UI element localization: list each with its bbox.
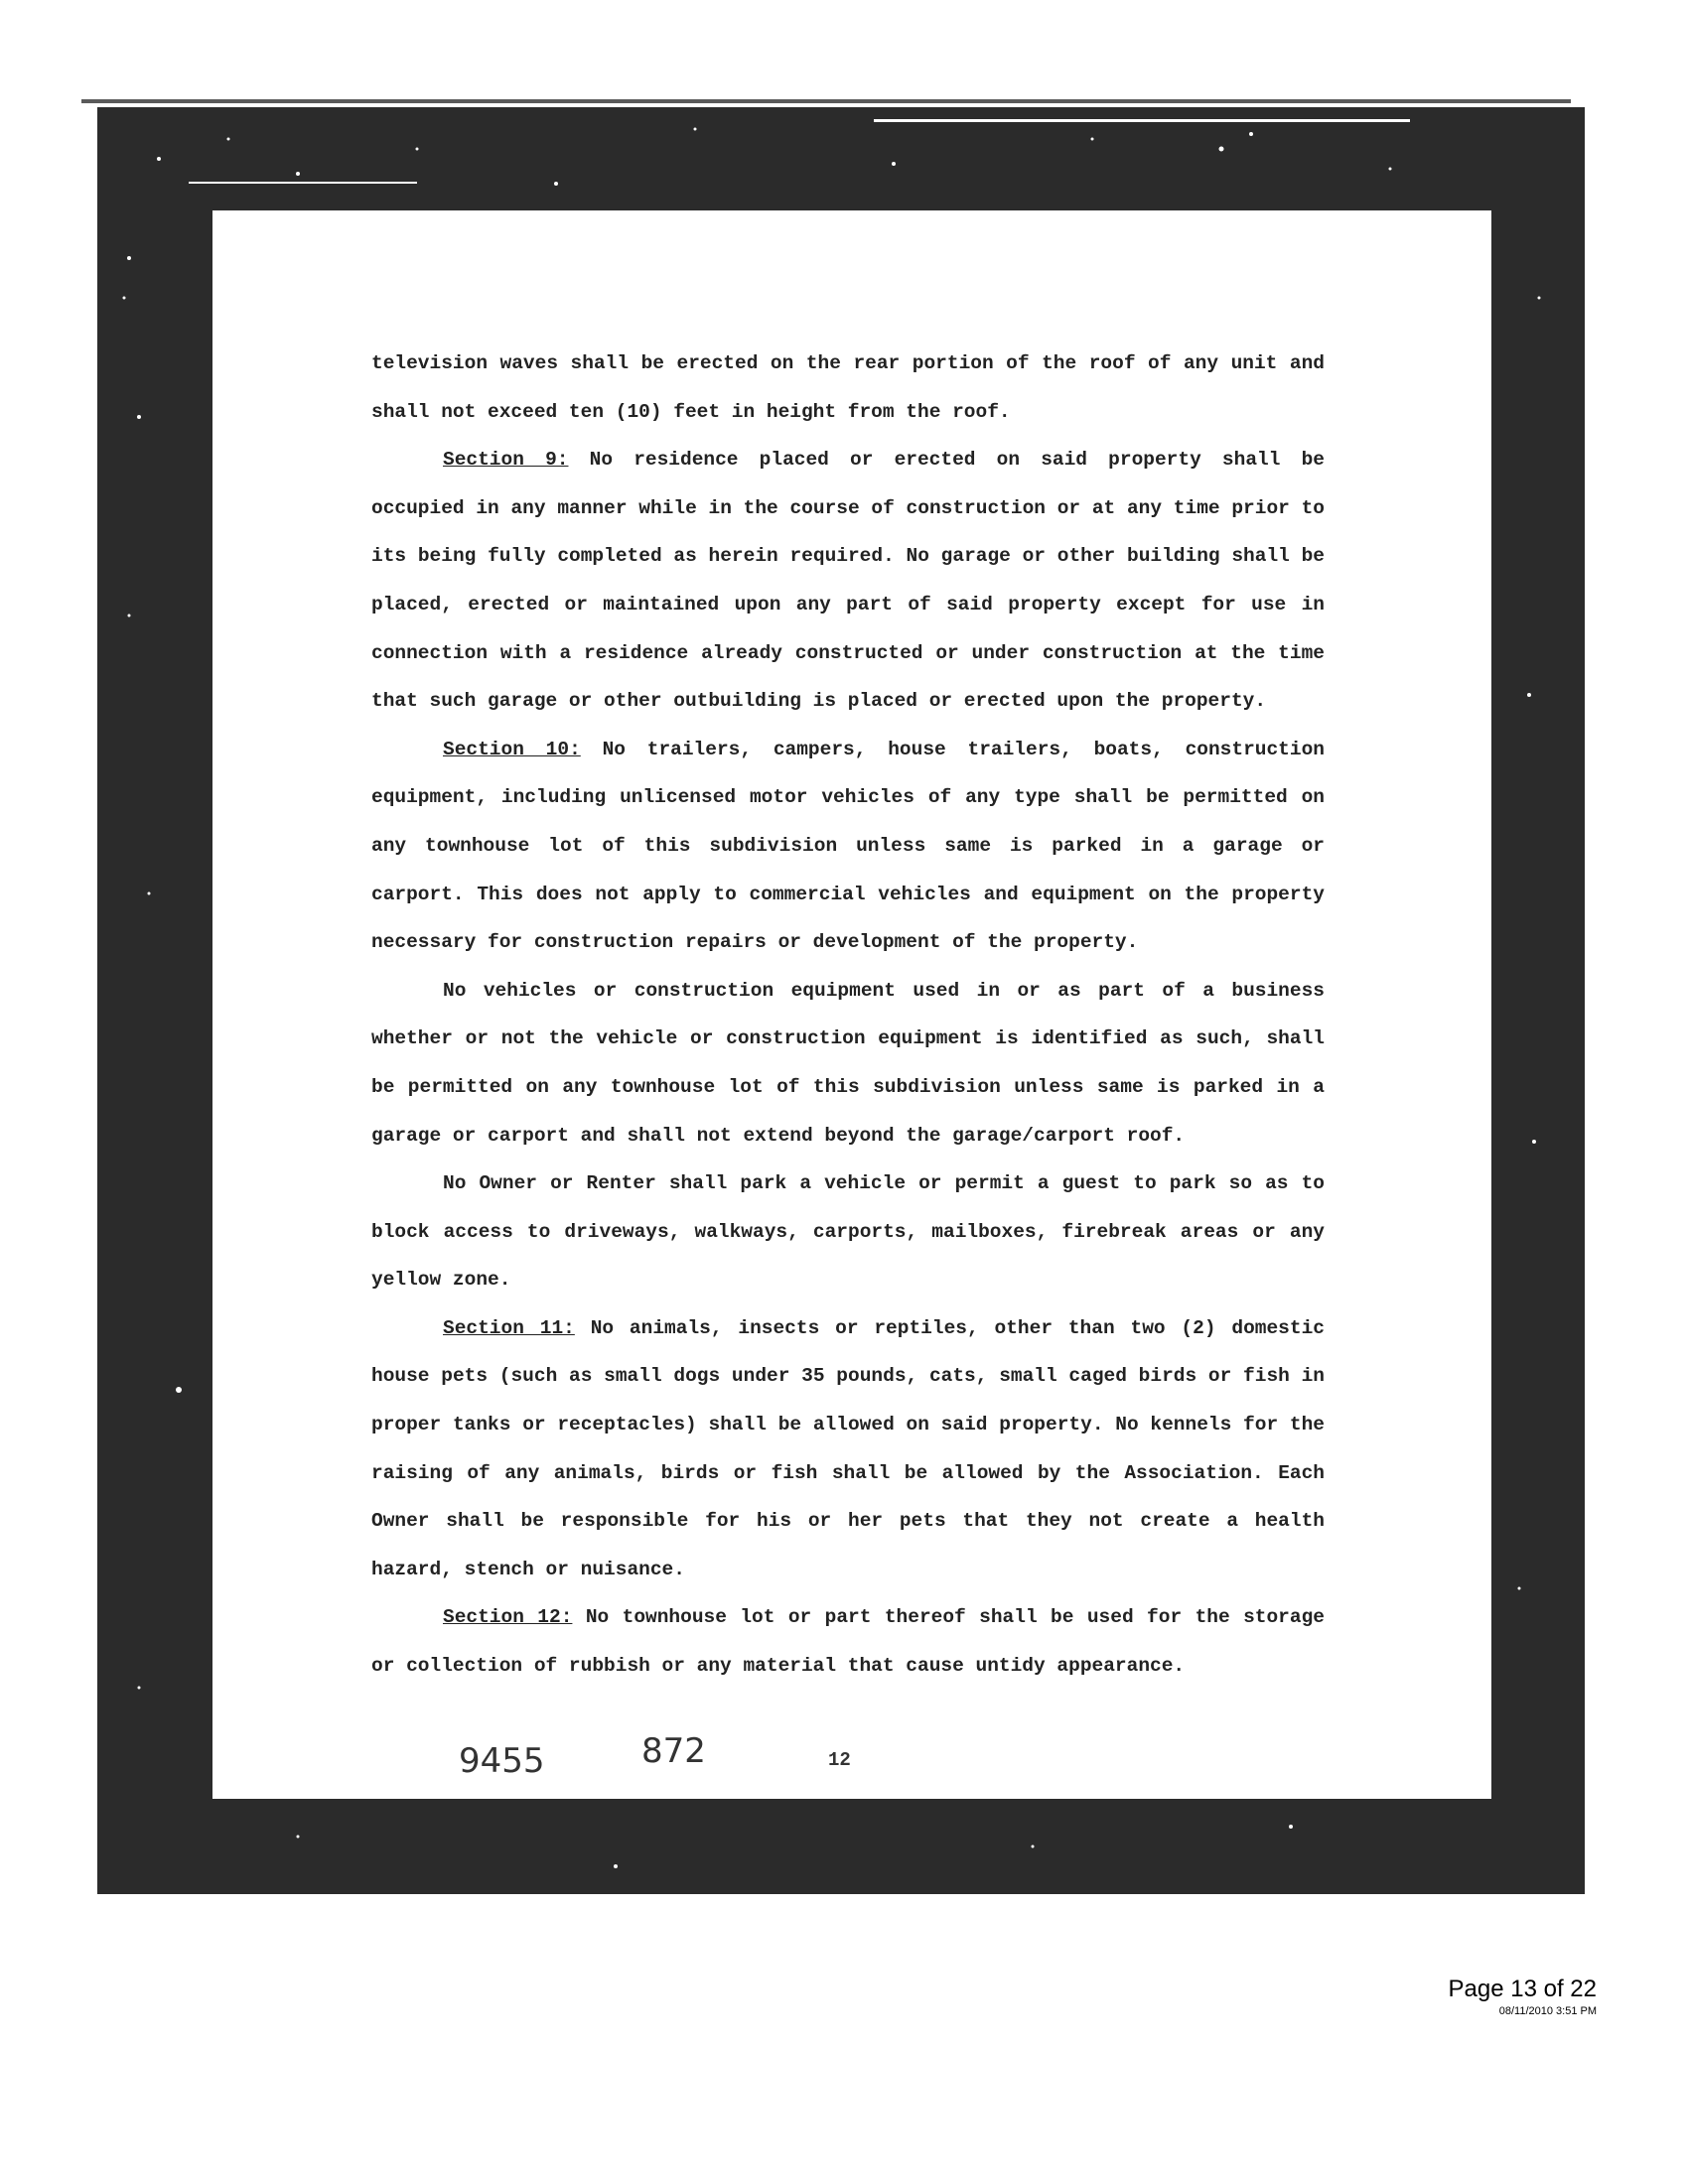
paragraph-section-9 — [371, 436, 1325, 726]
viewer-page-counter — [1449, 1976, 1597, 2017]
document-body — [371, 340, 1325, 1691]
paragraph-text: No Owner or Renter shall park a vehicle or permit a guest to park so as to block access to driveways, walkways, carports, mailboxes, firebreak areas or any yellow zone. — [371, 1172, 1325, 1292]
page-reference: 872 — [641, 1731, 706, 1771]
paragraph-text: No animals, insects or reptiles, other than two (2) domestic house pets (such as small dogs under 35 pounds, cats, small caged birds or fish in proper tanks or receptacles) shall be allowed on said property. No kennels for the raising of any animals, birds or fish shall be allowed by the Association. Each Owner shall be responsible for his or her pets that they not create a health hazard, stench or nuisance. — [371, 1316, 1325, 1580]
section-heading: Section 12: — [443, 1606, 573, 1629]
section-heading: Section 11: — [443, 1316, 575, 1339]
paragraph-text: No residence placed or erected on said property shall be occupied in any manner while in the course of construction or at any time prior to its being fully completed as herein required. No garage or other building shall be placed, erected or maintained upon any part of said property except for use in connection with a residence already constructed or under construction at the time that such garage or other outbuilding is placed or erected upon the property. — [371, 449, 1325, 713]
paragraph — [371, 967, 1325, 1160]
paragraph-section-10 — [371, 726, 1325, 967]
scanned-paper — [212, 210, 1491, 1799]
section-heading: Section 10: — [443, 738, 581, 760]
paragraph-text: No townhouse lot or part thereof shall be used for the storage or collection of rubbish or any material that cause untidy appearance. — [371, 1606, 1325, 1678]
paragraph — [371, 340, 1325, 436]
paragraph-section-12 — [371, 1593, 1325, 1690]
paragraph-text: television waves shall be erected on the rear portion of the roof of any unit and shall not exceed ten (10) feet in height from the roof. — [371, 352, 1325, 423]
paragraph-text: No vehicles or construction equipment used in or as part of a business whether or not the vehicle or construction equipment is identified as such, shall be permitted on any townhouse lot of this subdivision unless same is parked in a garage or carport and shall not extend beyond the garage/carport roof. — [371, 979, 1325, 1147]
scan-top-edge — [81, 99, 1571, 103]
paragraph-text: No trailers, campers, house trailers, boats, construction equipment, including unlicensed motor vehicles of any type shall be permitted on any townhouse lot of this subdivision unless same is parked in a garage or carport. This does not apply to commercial vehicles and equipment on the property necessary for construction repairs or development of the property. — [371, 738, 1325, 954]
book-number: 9455 — [459, 1741, 545, 1781]
paragraph — [371, 1160, 1325, 1304]
section-heading: Section 9: — [443, 449, 569, 472]
document-footer — [212, 1731, 1491, 1801]
page-label: Page 13 of 22 — [1448, 1976, 1597, 2002]
document-page-number: 12 — [828, 1749, 851, 1771]
paragraph-section-11 — [371, 1304, 1325, 1594]
print-timestamp: 08/11/2010 3:51 PM — [1498, 2005, 1597, 2017]
